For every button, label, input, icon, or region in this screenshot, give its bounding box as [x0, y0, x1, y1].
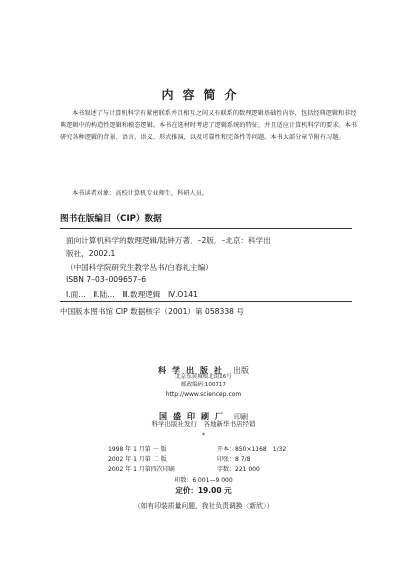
publisher-seal: 科学出版社 — [157, 365, 228, 375]
cip-heading: 图书在版编目（CIP）数据 — [60, 214, 162, 224]
format-line: 开本：850×1168 1/32 — [217, 446, 287, 453]
printer-seal: 国盛印刷厂 — [158, 411, 229, 421]
word-count-line: 字数：221 000 — [217, 466, 260, 473]
cip-top-rule — [60, 228, 352, 229]
edition-line: 2002 年 1 月第 二 版 — [108, 456, 167, 463]
synopsis-heading: 内容简介 — [161, 88, 246, 102]
publisher-website: http://www.sciencep.com — [165, 391, 242, 398]
print-run: 印数：6 001—9 000 — [174, 477, 233, 484]
publisher-address: 北京东黄城根北街16号 — [175, 374, 232, 380]
cip-series: （中国科学院研究生教学丛书/白春礼主编） — [66, 263, 213, 272]
distribution-line: 科学出版社发行 各地新华书店经销 — [151, 420, 256, 428]
separator-star: * — [202, 432, 205, 439]
cip-isbn: ISBN 7–03–009657–6 — [66, 275, 147, 284]
publisher-suffix: 出版 — [233, 366, 250, 375]
cip-title-line-cont: 版社，2002.1 — [66, 249, 116, 258]
cip-library-record: 中国版本图书馆 CIP 数据核字（2001）第 058338 号 — [60, 307, 244, 316]
synopsis-paragraph: 本书叙述了与计算机科学有紧密联系并且相互之间又有联系的数理逻辑基础性内容，包括经典逻辑和非经典逻辑中的构造性逻辑和模态逻辑。本书在选材时考虑了逻辑系统的特征，并且适应计算机科学的要求。本书研究各种逻辑的背景、语言、语义、形式推演，以及可靠性和完备性等问题。本书大部分章节附有习题。 — [60, 110, 357, 141]
audience-paragraph: 本书读者对象：高校计算机专业师生，科研人员。 — [72, 190, 209, 197]
price: 定价：19.00 元 — [175, 486, 232, 495]
sheets-line: 印张：8 7/8 — [217, 456, 251, 463]
edition-line: 2002 年 1 月第四次印刷 — [108, 466, 175, 473]
publisher-postcode: 邮政编码:100717 — [181, 382, 226, 388]
cip-title-line: 面向计算机科学的数理逻辑/陆钟万著．–2版．–北京：科学出 — [66, 236, 271, 245]
cip-bottom-rule — [60, 301, 352, 302]
edition-line: 1998 年 1 月第 一 版 — [108, 446, 167, 453]
cip-classification: Ⅰ.面… Ⅱ.陆… Ⅲ.数理逻辑 Ⅳ.O141 — [66, 290, 198, 299]
printer-suffix: 印刷 — [234, 413, 249, 421]
quality-notice: （如有印装质量问题，我社负责调换〈新欣〉） — [133, 502, 274, 510]
